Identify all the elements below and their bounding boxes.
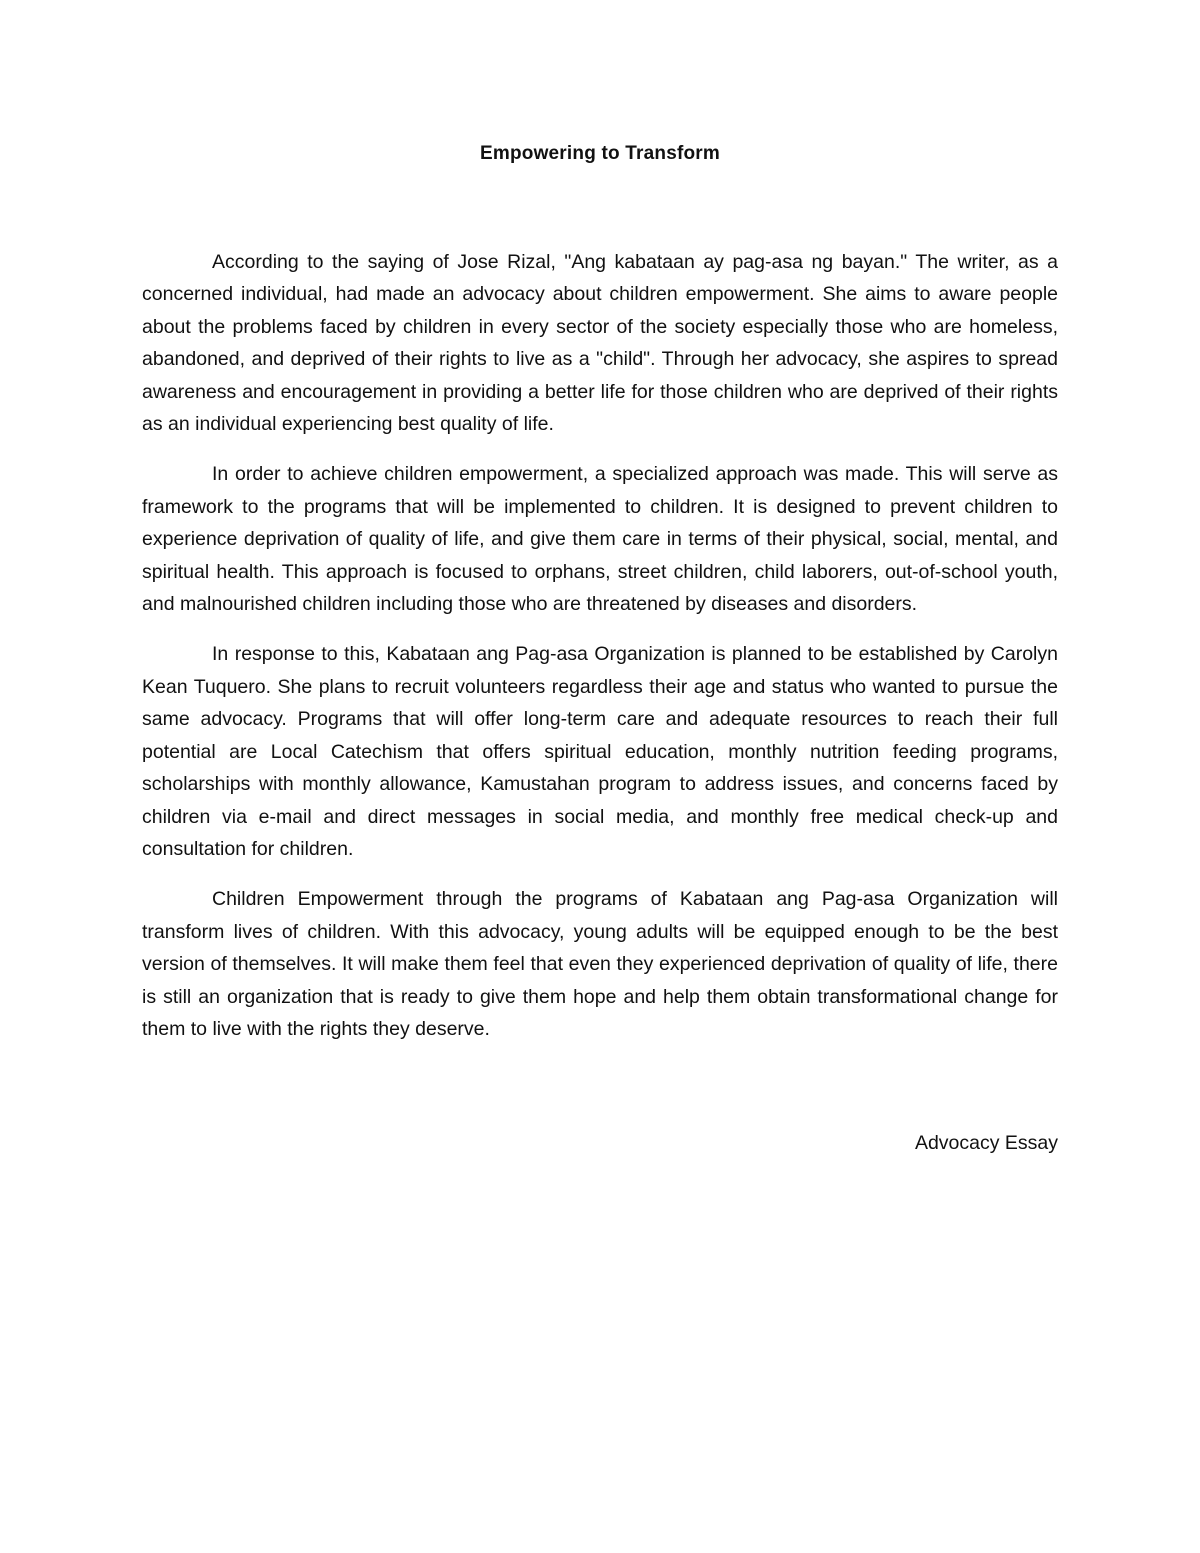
- paragraph-4: Children Empowerment through the programs of Kabataan ang Pag-asa Organization will transform lives of children. With this advocacy, young adults will be equipped enough to be the best version of themselves. It will make them feel that even they experienced deprivation of quality of life, there is still an organization that is ready to give them hope and help them obtain transformational change for them to live with the rights they deserve.: [142, 888, 1058, 1040]
- paragraph-2: In order to achieve children empowerment, a specialized approach was made. This will serve as framework to the programs that will be implemented to children. It is designed to prevent children to experience deprivation of quality of life, and give them care in terms of their physical, social, mental, and spiritual health. This approach is focused to orphans, street children, child laborers, out-of-school youth, and malnourished children including those who are threatened by diseases and disorders.: [142, 463, 1058, 616]
- document-body: [142, 246, 1058, 1063]
- paragraph-1: According to the saying of Jose Rizal, "Ang kabataan ay pag-asa ng bayan." The writer, as a concerned individual, had made an advocacy about children empowerment. She aims to aware people about the problems faced by children in every sector of the society especially those who are homeless, abandoned, and deprived of their rights to live as a "child". Through her advocacy, she aspires to spread awareness and encouragement in providing a better life for those children who are deprived of their rights as an individual experiencing best quality of life.: [142, 251, 1058, 436]
- document-closing-label: Advocacy Essay: [914, 1132, 1058, 1154]
- paragraph-3: In response to this, Kabataan ang Pag-asa Organization is planned to be established by Carolyn Kean Tuquero. She plans to recruit volunteers regardless their age and status who wanted to pursue the same advocacy. Programs that will offer long-term care and adequate resources to reach their full potential are Local Catechism that offers spiritual education, monthly nutrition feeding programs, scholarships with monthly allowance, Kamustahan program to address issues, and concerns faced by children via e-mail and direct messages in social media, and monthly free medical check-up and consultation for children.: [142, 643, 1058, 860]
- document-title: Empowering to Transform: [479, 143, 720, 164]
